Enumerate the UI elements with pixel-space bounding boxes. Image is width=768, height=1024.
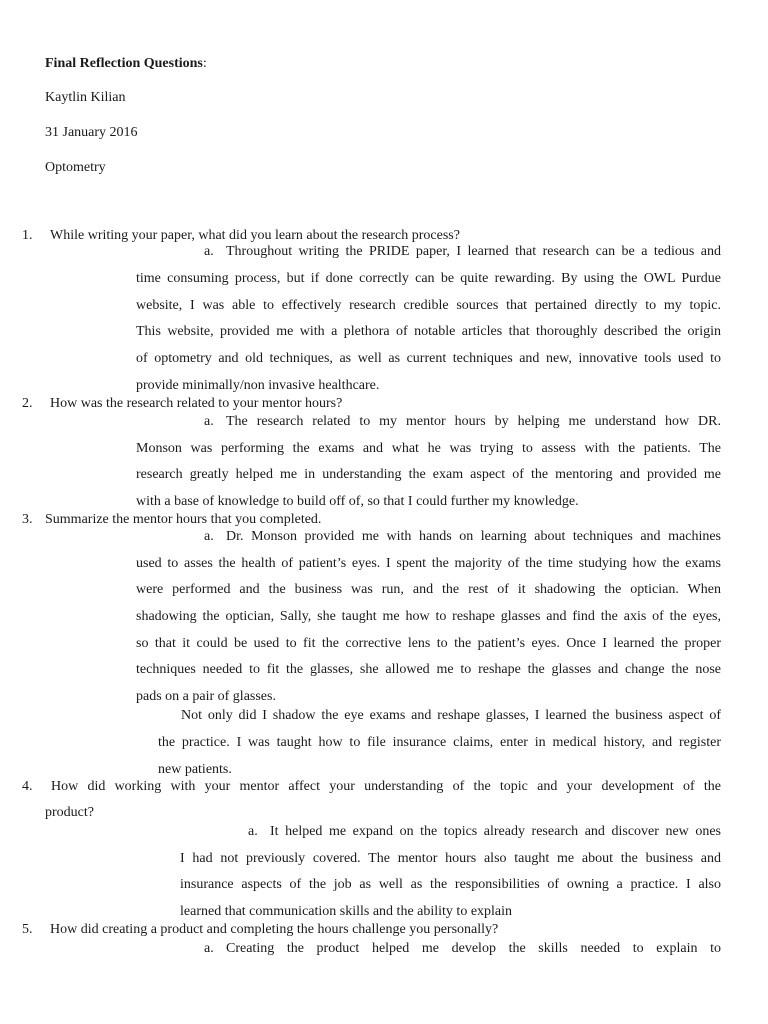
answer-3-marker: a. <box>204 529 214 544</box>
answer-3-line: so that it could be used to fit the corrective lens to the patient’s eyes. Once I learned the proper <box>136 636 721 651</box>
question-1-text: While writing your paper, what did you learn about the research process? <box>50 228 460 243</box>
question-1-number: 1. <box>22 228 33 243</box>
answer-2-marker: a. <box>204 414 214 429</box>
answer-1-first-line: Throughout writing the PRIDE paper, I learned that research can be a tedious and <box>226 244 721 259</box>
answer-3-line: pads on a pair of glasses. <box>136 689 276 704</box>
answer-4-paragraph <box>180 824 721 924</box>
question-2-number: 2. <box>22 396 33 411</box>
answer-5-first-line: Creating the product helped me develop the skills needed to explain to <box>226 941 721 956</box>
answer-2-line: with a base of knowledge to build off of, so that I could further my knowledge. <box>136 494 579 509</box>
answer-4-line: I had not previously covered. The mentor hours also taught me about the business and <box>180 851 721 866</box>
answer-3-line: were performed and the business was run, and the rest of it shadowing the optician. When <box>136 582 721 597</box>
question-2-text: How was the research related to your mentor hours? <box>50 396 343 411</box>
answer-1-line: of optometry and old techniques, as well as current techniques and new, innovative tools used to <box>136 351 721 366</box>
question-4-paragraph <box>45 779 721 824</box>
answer-1-line: This website, provided me with a plethora of notable articles that thoroughly described the origin <box>136 324 721 339</box>
answer-2-line: Monson was performing the exams and what he was trying to assess with the patients. The <box>136 441 721 456</box>
answer-3-extra-first-line: Not only did I shadow the eye exams and reshape glasses, I learned the business aspect of <box>181 708 721 723</box>
answer-2-paragraph <box>136 414 721 524</box>
document-date: 31 January 2016 <box>45 125 138 140</box>
answer-3-line: used to asses the health of patient’s eyes. I spent the majority of the time studying how the exams <box>136 556 721 571</box>
answer-4-first-line: It helped me expand on the topics already research and discover new ones <box>270 824 721 839</box>
answer-1-line: provide minimally/non invasive healthcare. <box>136 378 380 393</box>
document-title <box>45 56 207 72</box>
answer-3-extra-paragraph <box>158 708 721 778</box>
answer-1-paragraph <box>136 244 721 404</box>
answer-1-marker: a. <box>204 244 214 259</box>
question-5-number: 5. <box>22 922 33 937</box>
question-5-text: How did creating a product and completing the hours challenge you personally? <box>50 922 499 937</box>
answer-4-marker: a. <box>248 824 258 839</box>
answer-1-line: website, I was able to effectively research credible sources that pertained directly to my topic. <box>136 298 721 313</box>
answer-2-line: research greatly helped me in understanding the exam aspect of the mentoring and provided me <box>136 467 721 482</box>
author-name: Kaytlin Kilian <box>45 90 126 105</box>
answer-3-paragraph <box>136 529 721 709</box>
title-colon: : <box>202 56 207 71</box>
answer-3-extra-line: new patients. <box>158 762 232 777</box>
answer-3-line: shadowing the optician, Sally, she taught me how to reshape glasses and find the axis of the eyes, <box>136 609 721 624</box>
title-text: Final Reflection Questions <box>45 56 203 71</box>
answer-4-line: insurance aspects of the job as well as the responsibilities of owning a practice. I also <box>180 877 721 892</box>
answer-3-line: techniques needed to fit the glasses, she allowed me to reshape the glasses and change the nose <box>136 662 721 677</box>
answer-3-extra-line: the practice. I was taught how to file insurance claims, enter in medical history, and register <box>158 735 721 750</box>
question-3-number: 3. <box>22 512 33 527</box>
question-4-text-cont: product? <box>45 805 94 820</box>
answer-2-first-line: The research related to my mentor hours by helping me understand how DR. <box>226 414 721 429</box>
answer-4-line: learned that communication skills and the ability to explain <box>180 904 513 919</box>
document-subject: Optometry <box>45 160 106 175</box>
answer-1-line: time consuming process, but if done correctly can be quite rewarding. By using the OWL Purdue <box>136 271 721 286</box>
question-4-text: How did working with your mentor affect your understanding of the topic and your development of the <box>51 779 721 794</box>
question-4-number: 4. <box>22 779 33 794</box>
answer-3-first-line: Dr. Monson provided me with hands on learning about techniques and machines <box>226 529 721 544</box>
answer-5-paragraph <box>136 941 721 961</box>
answer-5-marker: a. <box>204 941 214 956</box>
question-3-text: Summarize the mentor hours that you completed. <box>45 512 322 527</box>
